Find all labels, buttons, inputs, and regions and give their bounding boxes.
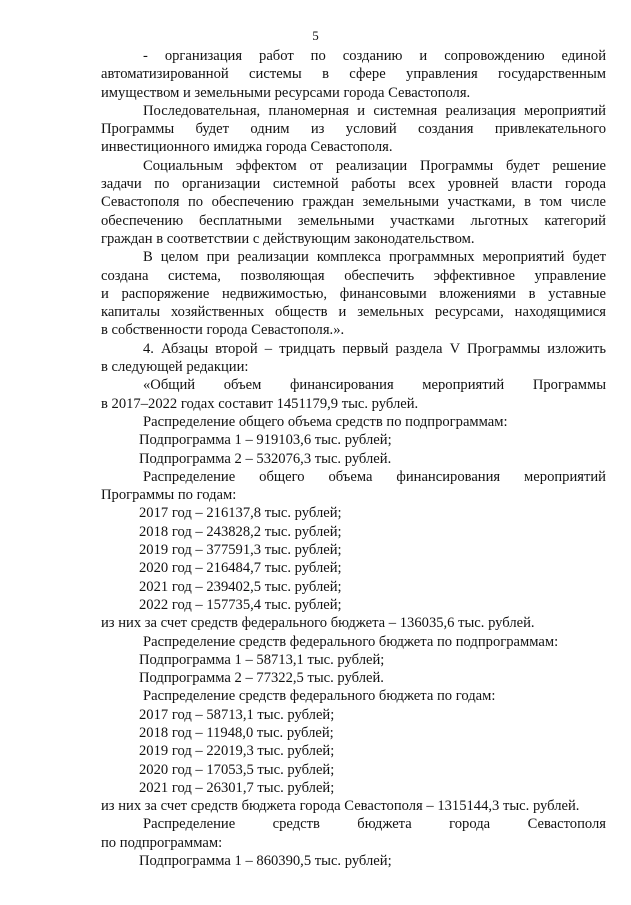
page-number: 5 bbox=[312, 28, 319, 43]
text-line: автоматизированной системы в сфере управления государственным bbox=[101, 66, 606, 83]
text-line: 2017 год – 216137,8 тыс. рублей; bbox=[139, 505, 342, 522]
text-line: 2021 год – 26301,7 тыс. рублей; bbox=[139, 779, 335, 796]
text-line: Программы будет одним из условий создания привлекательного bbox=[101, 121, 606, 138]
text-line: и распоряжение недвижимостью, финансовыми вложениями в уставные bbox=[101, 285, 606, 302]
text-line: капиталы хозяйственных обществ и земельных ресурсами, находящимися bbox=[101, 304, 606, 321]
text-line: Социальным эффектом от реализации Программы будет решение bbox=[143, 157, 606, 174]
text-line: 2017 год – 58713,1 тыс. рублей; bbox=[139, 706, 335, 723]
text-line: Подпрограмма 2 – 532076,3 тыс. рублей. bbox=[139, 450, 392, 467]
text-line: из них за счет средств бюджета города Севастополя – 1315144,3 тыс. рублей. bbox=[101, 798, 580, 815]
text-line: задачи по организации системной работы всех уровней власти города bbox=[101, 176, 606, 193]
text-line: в 2017–2022 годах составит 1451179,9 тыс. рублей. bbox=[101, 395, 419, 412]
text-line: Распределение средств федерального бюджета по годам: bbox=[143, 688, 496, 705]
text-line: 2021 год – 239402,5 тыс. рублей; bbox=[139, 578, 342, 595]
text-line: Распределение средств бюджета города Севастополя bbox=[143, 816, 606, 833]
document-body bbox=[101, 47, 606, 870]
text-line: Подпрограмма 1 – 860390,5 тыс. рублей; bbox=[139, 853, 392, 870]
text-line: 4. Абзацы второй – тридцать первый раздела V Программы изложить bbox=[143, 340, 606, 357]
text-line: обеспечению бесплатными земельными участками льготных категорий bbox=[101, 212, 606, 229]
text-line: 2020 год – 216484,7 тыс. рублей; bbox=[139, 560, 342, 577]
text-line: Программы по годам: bbox=[101, 487, 237, 504]
text-line: Последовательная, планомерная и системная реализация мероприятий bbox=[143, 102, 606, 119]
text-line: 2022 год – 157735,4 тыс. рублей; bbox=[139, 596, 342, 613]
text-line: - организация работ по созданию и сопровождению единой bbox=[143, 48, 606, 64]
text-line: инвестиционного имиджа города Севастополя. bbox=[101, 139, 393, 156]
text-line: Подпрограмма 1 – 919103,6 тыс. рублей; bbox=[139, 432, 392, 449]
text-line: Распределение общего объема финансирования мероприятий bbox=[143, 468, 606, 485]
text-line: Севастополя по обеспечению граждан земельными участками, в том числе bbox=[101, 194, 606, 211]
text-line: создана система, позволяющая обеспечить эффективное управление bbox=[101, 267, 606, 284]
text-line: В целом при реализации комплекса программных мероприятий будет bbox=[143, 249, 606, 266]
text-line: Распределение общего объема средств по подпрограммам: bbox=[143, 413, 508, 430]
text-line: 2019 год – 377591,3 тыс. рублей; bbox=[139, 542, 342, 559]
text-line: 2018 год – 243828,2 тыс. рублей; bbox=[139, 523, 342, 540]
text-line: имуществом и земельными ресурсами города Севастополя. bbox=[101, 84, 471, 101]
text-line: из них за счет средств федерального бюджета – 136035,6 тыс. рублей. bbox=[101, 615, 535, 632]
text-line: в собственности города Севастополя.». bbox=[101, 322, 345, 339]
text-line: 2019 год – 22019,3 тыс. рублей; bbox=[139, 743, 335, 760]
text-line: Подпрограмма 2 – 77322,5 тыс. рублей. bbox=[139, 670, 384, 687]
text-line: в следующей редакции: bbox=[101, 359, 249, 376]
text-line: Подпрограмма 1 – 58713,1 тыс. рублей; bbox=[139, 651, 385, 668]
text-line: «Общий объем финансирования мероприятий Программы bbox=[143, 377, 606, 394]
text-line: по подпрограммам: bbox=[101, 834, 223, 851]
text-line: Распределение средств федерального бюджета по подпрограммам: bbox=[143, 633, 559, 650]
text-line: 2020 год – 17053,5 тыс. рублей; bbox=[139, 761, 335, 778]
text-line: 2018 год – 11948,0 тыс. рублей; bbox=[139, 724, 334, 741]
text-line: граждан в соответствии с действующим законодательством. bbox=[101, 230, 475, 247]
